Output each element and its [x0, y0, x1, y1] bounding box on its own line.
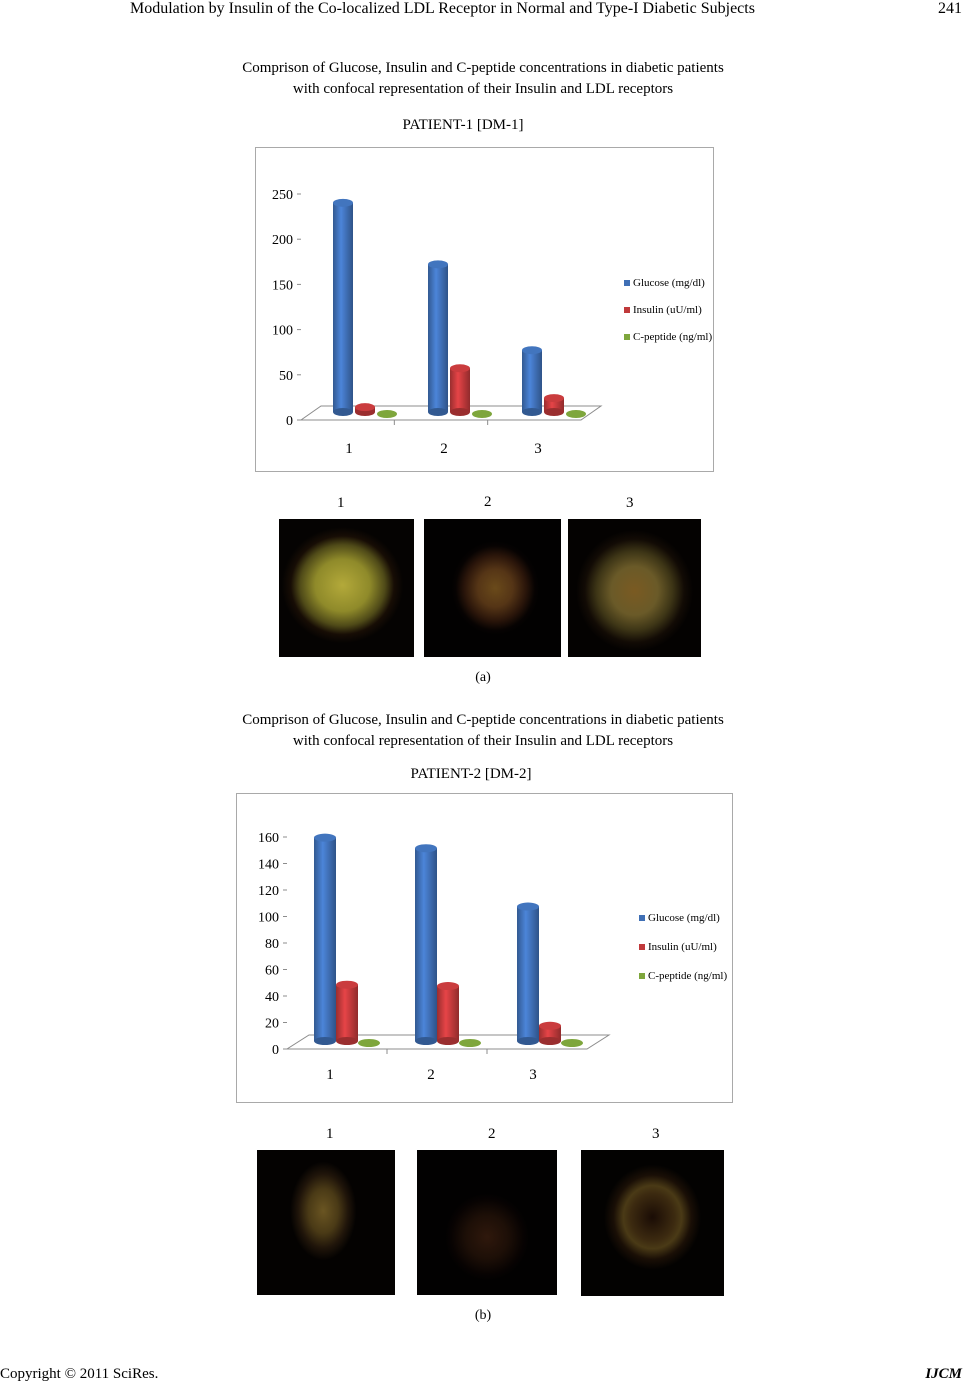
bar-disc	[377, 410, 397, 418]
bar-top	[333, 199, 353, 207]
y-tick-label: 0	[286, 414, 293, 429]
bar-2-0	[377, 410, 397, 418]
y-tick-label: 40	[265, 990, 279, 1005]
legend-item	[639, 941, 717, 953]
page-number: 241	[938, 0, 962, 17]
cell-label: 3	[626, 495, 634, 511]
bar-0-2	[517, 903, 539, 1045]
figure-a-micrograph-2	[424, 519, 561, 657]
y-tick-label: 100	[272, 323, 293, 339]
cell-label: 3	[652, 1126, 660, 1142]
figure-b-title: Comprison of Glucose, Insulin and C-peptide concentrations in diabetic patients with confocal representation of their Insulin and LDL receptors	[242, 712, 724, 749]
bar-top	[450, 364, 470, 372]
bar-top	[336, 981, 358, 989]
bar-body	[437, 986, 459, 1041]
x-tick-label: 3	[529, 1067, 537, 1083]
bar-body	[450, 368, 470, 412]
bar-base	[539, 1037, 561, 1045]
legend-label: Insulin (uU/ml)	[648, 941, 717, 953]
legend-swatch	[639, 944, 645, 950]
y-tick-label: 250	[272, 188, 293, 203]
figure-a-chart	[255, 147, 714, 472]
y-tick-label: 160	[258, 831, 279, 846]
y-tick-label: 120	[258, 884, 279, 899]
bar-disc	[566, 410, 586, 418]
legend-swatch	[624, 334, 630, 340]
legend-swatch	[639, 973, 645, 979]
bar-body	[428, 264, 448, 412]
x-tick-label: 2	[440, 441, 448, 457]
y-tick-label: 100	[258, 910, 279, 926]
legend-item	[639, 970, 727, 982]
figure-a-title: Comprison of Glucose, Insulin and C-peptide concentrations in diabetic patients with confocal representation of their Insulin and LDL receptors	[242, 60, 724, 97]
bar-0-0	[333, 199, 353, 416]
bar-base	[522, 408, 542, 416]
bar-2-2	[566, 410, 586, 418]
bar-top	[517, 903, 539, 911]
bar-body	[314, 838, 336, 1041]
legend-label: Insulin (uU/ml)	[633, 304, 702, 316]
bar-disc	[358, 1039, 380, 1047]
bar-1-1	[437, 982, 459, 1045]
bar-0-1	[415, 844, 437, 1045]
legend-label: Glucose (mg/dl)	[633, 277, 705, 289]
figure-a-micrograph-3	[568, 519, 701, 657]
bar-top	[539, 1022, 561, 1030]
y-tick-label: 50	[279, 368, 293, 384]
bar-1-1	[450, 364, 470, 416]
bar-1-2	[544, 394, 564, 416]
cell-label: 2	[488, 1126, 496, 1142]
bar-base	[517, 1037, 539, 1045]
bar-2-1	[459, 1039, 481, 1047]
figure-a-micrograph-1	[279, 519, 414, 657]
bar-base	[437, 1037, 459, 1045]
bar-2-2	[561, 1039, 583, 1047]
bar-base	[450, 408, 470, 416]
figure-b-caption: (b)	[474, 1308, 492, 1323]
bar-base	[544, 408, 564, 416]
figure-b-micrograph-3	[581, 1150, 724, 1296]
bar-1-0	[336, 981, 358, 1045]
cell-label: 2	[484, 494, 492, 510]
figure-a-caption: (a)	[475, 670, 491, 685]
bar-disc	[459, 1039, 481, 1047]
bar-base	[336, 1037, 358, 1045]
bar-top	[522, 346, 542, 354]
bar-0-0	[314, 834, 336, 1045]
bar-disc	[472, 410, 492, 418]
journal-name: IJCM	[925, 1366, 962, 1382]
legend-label: Glucose (mg/dl)	[648, 912, 720, 924]
bar-body	[522, 350, 542, 412]
bar-top	[437, 982, 459, 990]
legend-label: C-peptide (ng/ml)	[633, 331, 713, 343]
running-title: Modulation by Insulin of the Co-localized LDL Receptor in Normal and Type-I Diabetic Subjects	[130, 0, 755, 17]
cell-label: 1	[337, 495, 345, 511]
running-header	[0, 0, 966, 20]
legend-item	[624, 304, 702, 316]
bar-top	[415, 844, 437, 852]
bar-2-0	[358, 1039, 380, 1047]
x-tick-label: 1	[326, 1067, 334, 1083]
y-tick-label: 60	[265, 963, 279, 979]
figure-b-micrograph-2	[417, 1150, 557, 1295]
bar-base	[333, 408, 353, 416]
figure-a-patient-label: PATIENT-1 [DM-1]	[402, 117, 524, 133]
bar-0-2	[522, 346, 542, 416]
bar-top	[428, 260, 448, 268]
x-tick-label: 3	[534, 441, 542, 457]
legend-item	[624, 277, 705, 289]
bar-top	[314, 834, 336, 842]
x-tick-label: 1	[345, 441, 353, 457]
cell-label: 1	[326, 1126, 334, 1142]
copyright-text: Copyright © 2011 SciRes.	[0, 1366, 159, 1382]
y-tick-label: 80	[265, 937, 279, 952]
bar-top	[355, 403, 375, 411]
bar-base	[415, 1037, 437, 1045]
bar-top	[544, 394, 564, 402]
legend-label: C-peptide (ng/ml)	[648, 970, 728, 982]
y-tick-label: 200	[272, 233, 293, 249]
bar-body	[517, 907, 539, 1041]
bar-base	[314, 1037, 336, 1045]
bar-1-2	[539, 1022, 561, 1045]
x-tick-label: 2	[427, 1067, 435, 1083]
legend-swatch	[624, 280, 630, 286]
bar-2-1	[472, 410, 492, 418]
bar-body	[333, 203, 353, 412]
bar-base	[428, 408, 448, 416]
figure-b-chart	[236, 793, 733, 1103]
y-tick-label: 140	[258, 857, 279, 873]
bar-disc	[561, 1039, 583, 1047]
figure-b-patient-label: PATIENT-2 [DM-2]	[410, 766, 532, 782]
y-tick-label: 150	[272, 278, 293, 294]
bar-1-0	[355, 403, 375, 416]
legend-item	[624, 331, 712, 343]
legend-item	[639, 912, 720, 924]
figure-b-micrograph-1	[257, 1150, 395, 1295]
bar-body	[336, 985, 358, 1041]
legend-swatch	[624, 307, 630, 313]
bar-body	[415, 848, 437, 1041]
legend-swatch	[639, 915, 645, 921]
bar-0-1	[428, 260, 448, 416]
y-tick-label: 0	[272, 1043, 279, 1058]
y-tick-label: 20	[265, 1016, 279, 1032]
